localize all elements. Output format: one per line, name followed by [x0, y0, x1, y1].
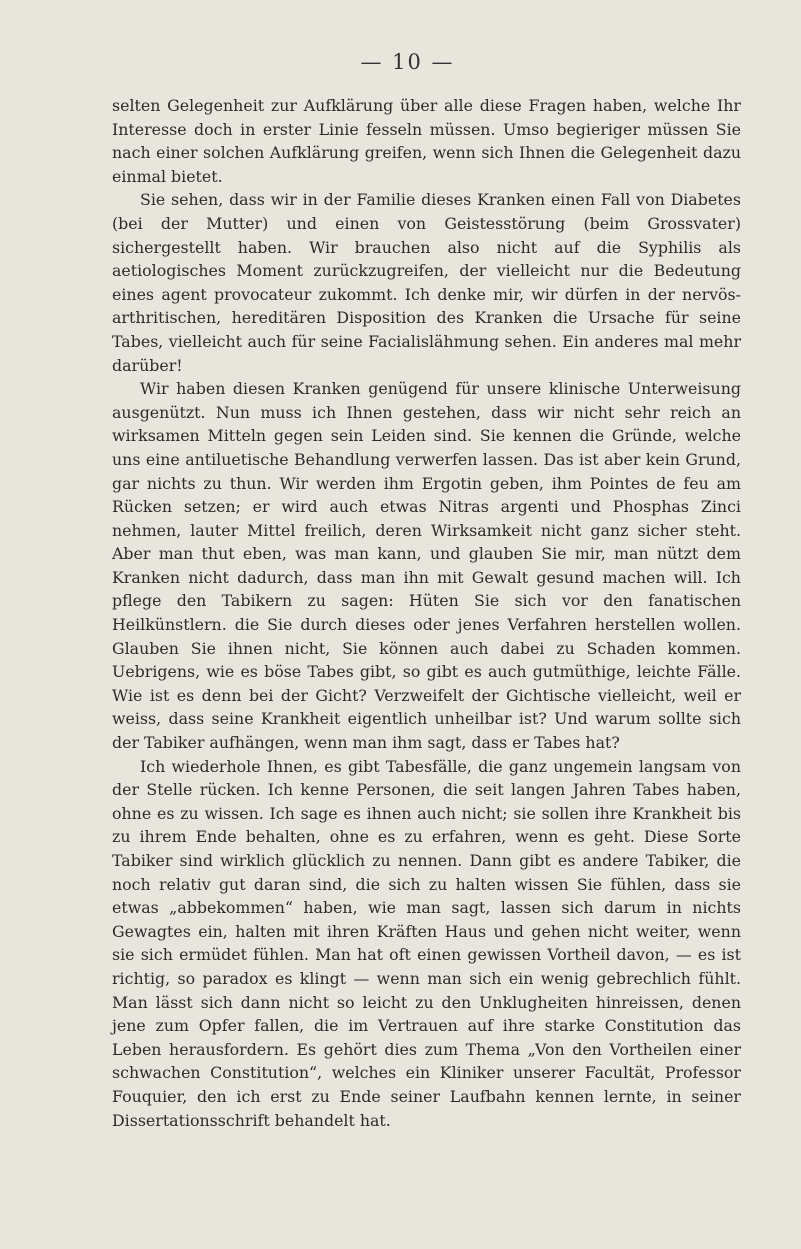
paragraph-4: Ich wiederhole Ihnen, es gibt Tabesfälle, die ganz ungemein langsam von der Stelle rücken. Ich kenne Personen, die seit langen Jahren Tabes haben, ohne es zu wissen. Ich sage es ihnen auch nicht; sie sollen ihre Krankheit bis zu ihrem Ende behalten, ohne es zu erfahren, wenn es geht. Diese Sorte Tabiker sind wirklich glücklich zu nennen. Dann gibt es andere Tabiker, die noch relativ gut daran sind, die sich zu halten wissen Sie fühlen, dass sie etwas „abbekommen“ haben, wie man sagt, lassen sich darum in nichts Gewagtes ein, halten mit ihren Kräften Haus und gehen nicht weiter, wenn sie sich ermüdet fühlen. Man hat oft einen gewissen Vortheil davon, — es ist richtig, so paradox es klingt — wenn man sich ein wenig gebrechlich fühlt. Man lässt sich dann nicht so leicht zu den Unklugheiten hinreissen, denen jene zum Opfer fallen, die im Vertrauen auf ihre starke Constitution das Leben herausfordern. Es gehört dies zum Thema „Von den Vortheilen einer schwachen Constitution“, welches ein Kliniker unserer Facultät, Professor Fouquier, den ich erst zu Ende seiner Laufbahn kennen lernte, in seiner Dissertationsschrift behandelt hat.: [112, 756, 741, 1130]
paragraph-3: Wir haben diesen Kranken genügend für unsere klinische Unterweisung ausgenützt. Nun muss ich Ihnen gestehen, dass wir nicht sehr reich an wirksamen Mitteln gegen sein Leiden sind. Sie kennen die Gründe, welche uns eine antiluetische Behandlung verwerfen lassen. Das ist aber kein Grund, gar nichts zu thun. Wir werden ihm Ergotin geben, ihm Pointes de feu am Rücken setzen; er wird auch etwas Nitras argenti und Phosphas Zinci nehmen, lauter Mittel freilich, deren Wirksamkeit nicht ganz sicher steht. Aber man thut eben, was man kann, und glauben Sie mir, man nützt dem Kranken nicht dadurch, dass man ihn mit Gewalt gesund machen will. Ich pflege den Tabikern zu sagen: Hüten Sie sich vor den fanatischen Heilkünstlern. die Sie durch dieses oder jenes Verfahren herstellen wollen. Glauben Sie ihnen nicht, Sie können auch dabei zu Schaden kommen. Uebrigens, wie es böse Tabes gibt, so gibt es auch gutmüthige, leichte Fälle. Wie ist es denn bei der Gicht? Verzweifelt der Gichtische vielleicht, weil er weiss, dass seine Krankheit eigentlich unheilbar ist? Und warum sollte sich der Tabiker aufhängen, wenn man ihm sagt, dass er Tabes hat?: [112, 379, 741, 753]
paragraph-1: selten Gelegenheit zur Aufklärung über alle diese Fragen haben, welche Ihr Interesse doch in erster Linie fesseln müssen. Umso begieriger müssen Sie nach einer solchen Aufklärung greifen, wenn sich Ihnen die Gelegenheit dazu einmal bietet.: [112, 96, 741, 186]
paragraph-2: Sie sehen, dass wir in der Familie dieses Kranken einen Fall von Diabetes (bei der Mutter) und einen von Geistesstörung (beim Grossvater) sichergestellt haben. Wir brauchen also nicht auf die Syphilis als aetiologisches Moment zurückzugreifen, der vielleicht nur die Bedeutung eines agent provocateur zukommt. Ich denke mir, wir dürfen in der nervös-arthritischen, hereditären Disposition des Kranken die Ursache für seine Tabes, vielleicht auch für seine Facialislähmung sehen. Ein anderes mal mehr darüber!: [112, 190, 741, 375]
page-number: — 10 —: [360, 50, 455, 74]
